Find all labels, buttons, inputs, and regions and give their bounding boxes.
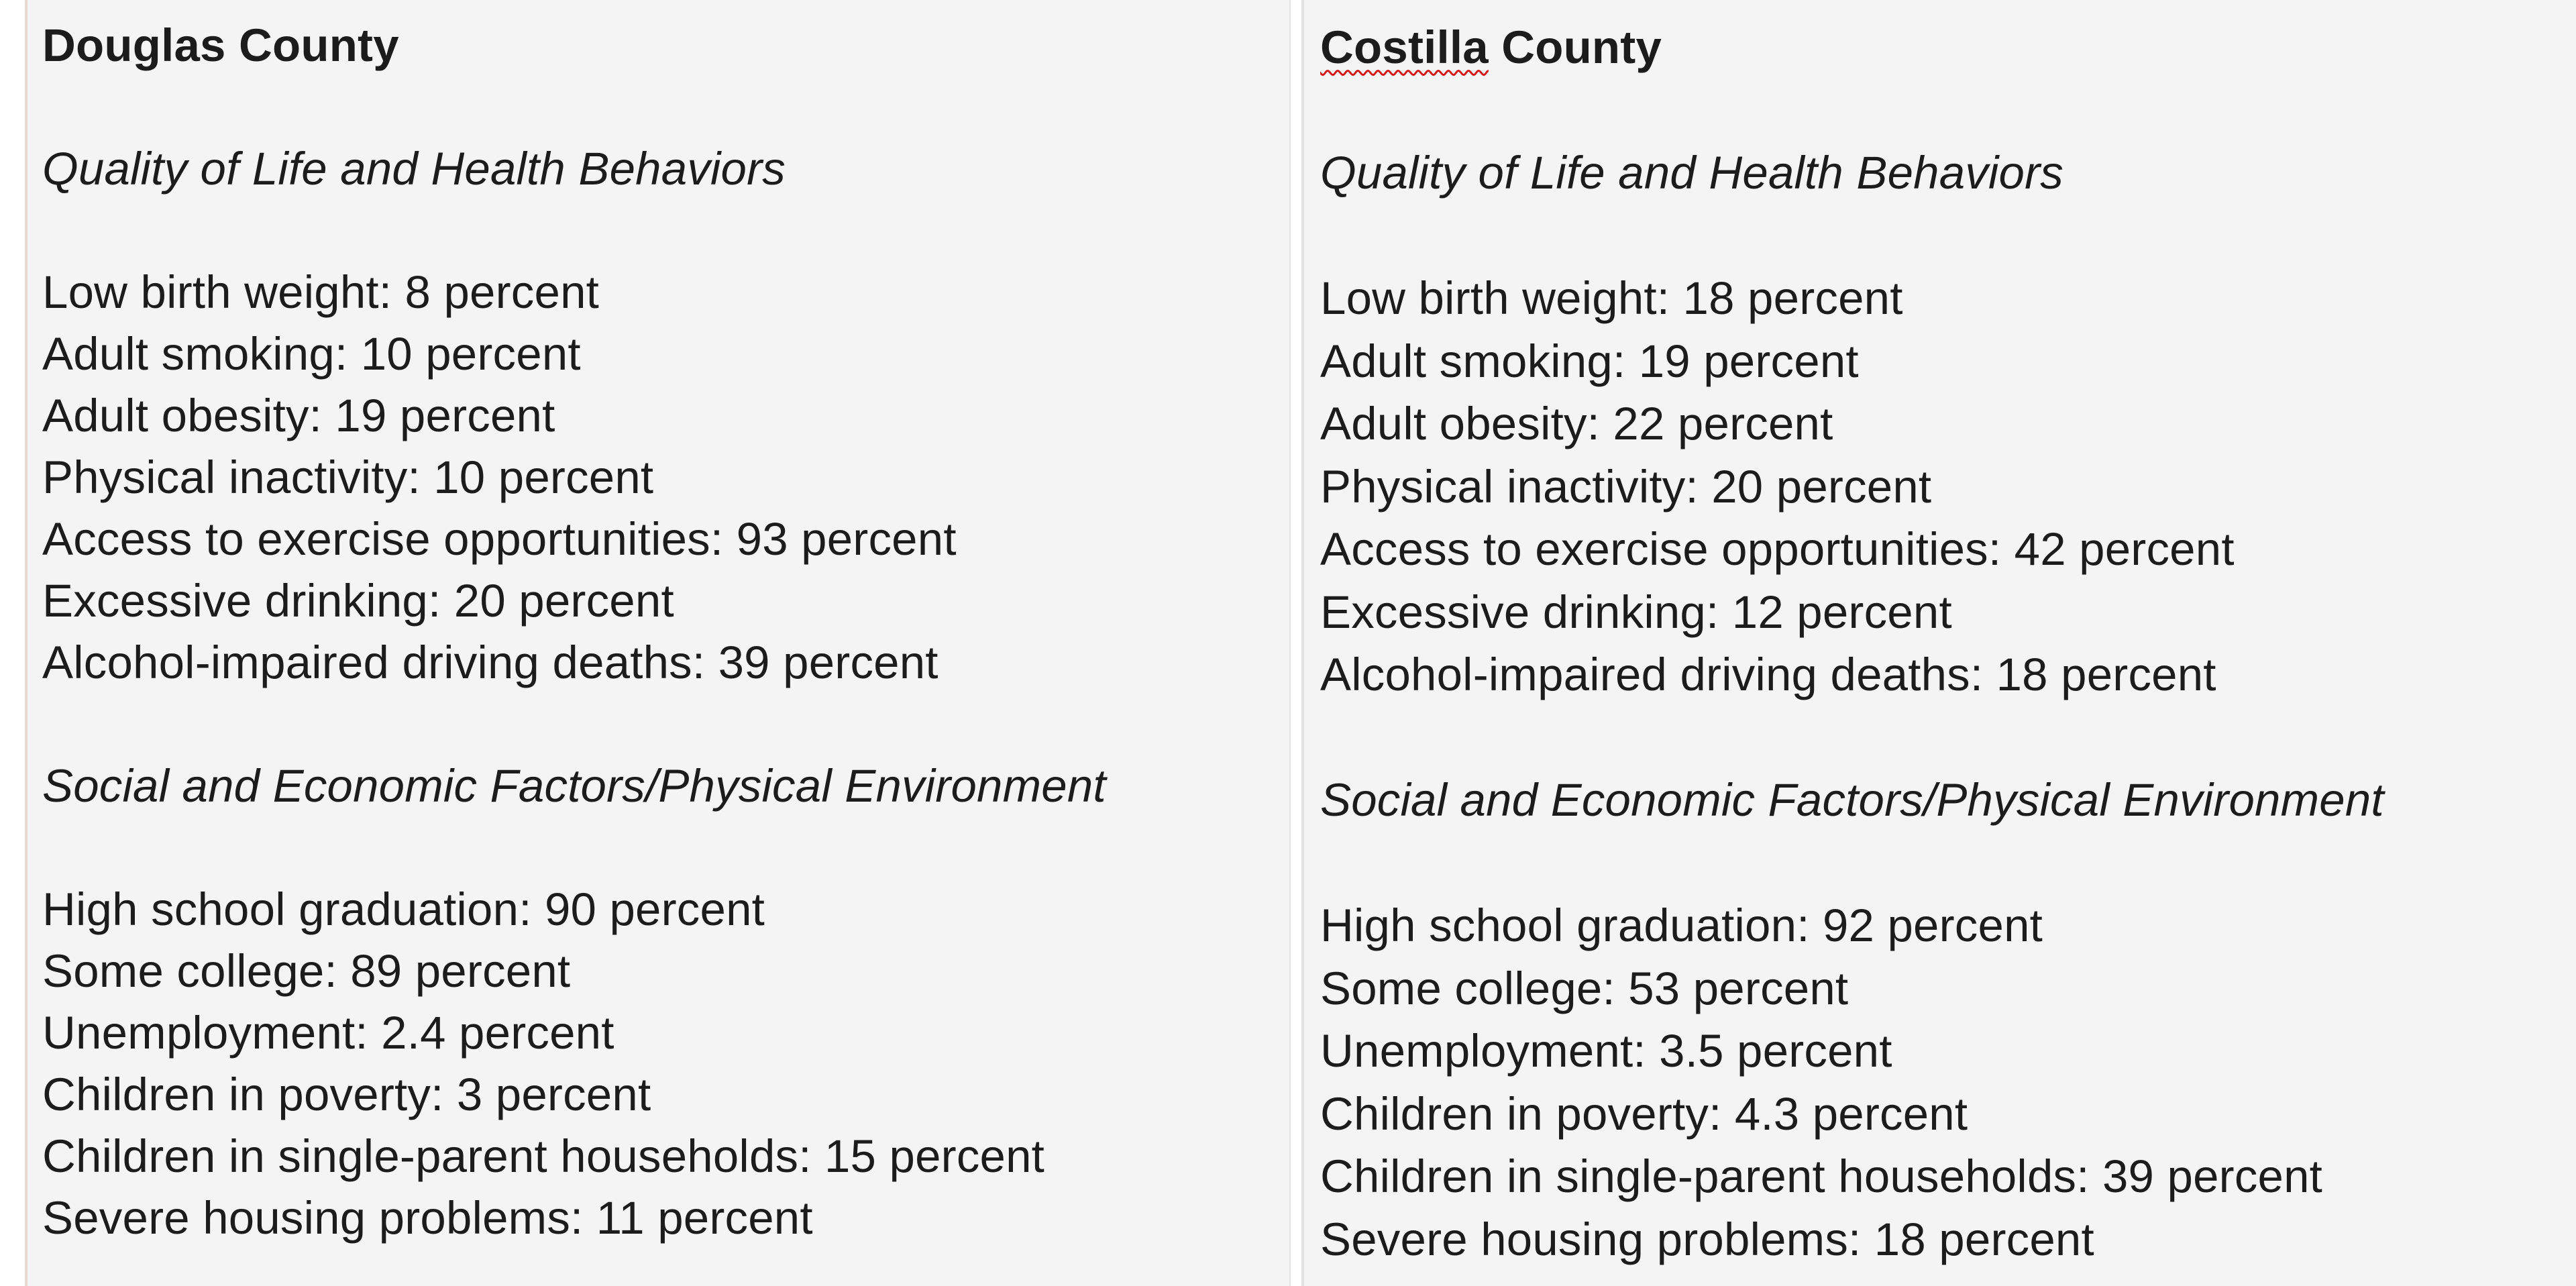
stat-item: Unemployment: 2.4 percent [42, 1007, 614, 1059]
stat-item: Some college: 89 percent [42, 945, 571, 997]
health-behaviors-list [1320, 267, 2384, 706]
section-heading-social-economic: Social and Economic Factors/Physical Environment [1320, 774, 2384, 826]
stat-item: Alcohol-impaired driving deaths: 18 percent [1320, 649, 2216, 700]
county-title [1320, 16, 2384, 79]
stat-item: Physical inactivity: 20 percent [1320, 460, 1932, 513]
stat-item: Adult smoking: 10 percent [42, 328, 581, 380]
stat-item: Children in poverty: 4.3 percent [1320, 1087, 1968, 1140]
misspelled-word[interactable]: Costilla [1320, 21, 1489, 73]
stat-item: Access to exercise opportunities: 42 percent [1320, 523, 2235, 575]
social-economic-list [42, 879, 1106, 1249]
stat-item: Severe housing problems: 11 percent [42, 1192, 813, 1244]
county-title-suffix: County [1488, 21, 1662, 73]
stat-item: High school graduation: 92 percent [1320, 900, 2043, 951]
social-economic-list [1320, 894, 2384, 1271]
stat-item: Children in single-parent households: 15 percent [42, 1130, 1045, 1182]
stat-item: Children in single-parent households: 39 percent [1320, 1150, 2323, 1202]
stat-item: Some college: 53 percent [1320, 962, 1849, 1014]
section-heading-social-economic: Social and Economic Factors/Physical Environment [42, 760, 1106, 812]
section-heading-health-behaviors: Quality of Life and Health Behaviors [42, 143, 786, 195]
stat-item: Children in poverty: 3 percent [42, 1069, 651, 1120]
stat-item: Low birth weight: 8 percent [42, 266, 600, 318]
stat-item: Access to exercise opportunities: 93 percent [42, 513, 957, 565]
stat-item: Alcohol-impaired driving deaths: 39 percent [42, 637, 938, 688]
health-behaviors-list [42, 262, 1106, 694]
stat-item: Severe housing problems: 18 percent [1320, 1213, 2094, 1265]
county-column-costilla [1320, 0, 2384, 1286]
section-heading-health-behaviors: Quality of Life and Health Behaviors [1320, 147, 2063, 199]
stat-item: Low birth weight: 18 percent [1320, 272, 1903, 324]
stat-item: Adult smoking: 19 percent [1320, 335, 1859, 387]
stat-item: Adult obesity: 19 percent [42, 390, 555, 441]
stat-item: Adult obesity: 22 percent [1320, 398, 1833, 449]
county-column-douglas [42, 0, 1106, 1286]
county-title: Douglas County [42, 19, 399, 71]
stat-item: Excessive drinking: 12 percent [1320, 586, 1952, 638]
stat-item: Excessive drinking: 20 percent [42, 575, 674, 627]
stat-item: Physical inactivity: 10 percent [42, 451, 654, 503]
stat-item: Unemployment: 3.5 percent [1320, 1025, 1892, 1077]
stat-item: High school graduation: 90 percent [42, 883, 765, 935]
